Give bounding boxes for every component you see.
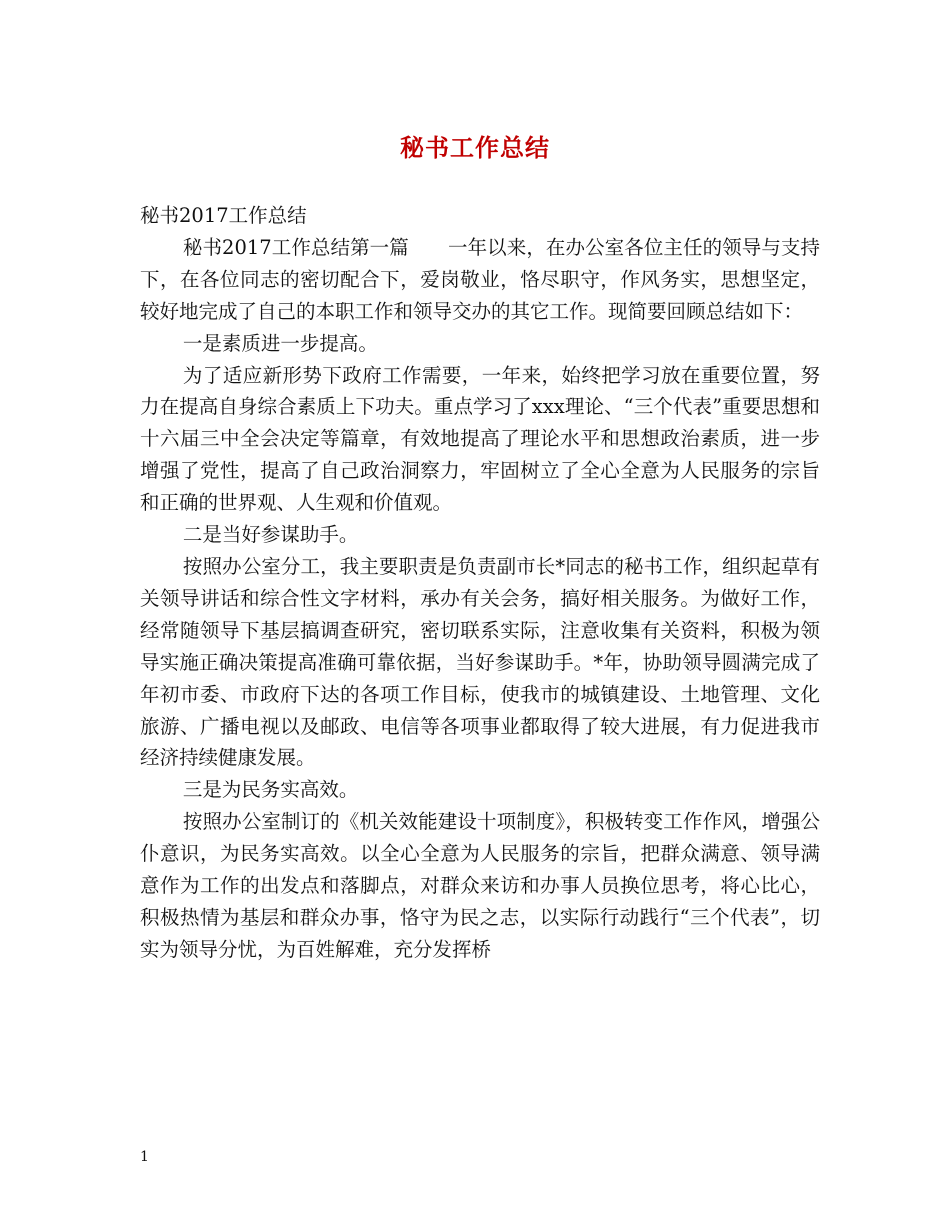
paragraph-quality: 为了适应新形势下政府工作需要，一年来，始终把学习放在重要位置，努力在提高自身综合素质上下功夫。重点学习了xxx理论、“三个代表”重要思想和十六届三中全会决定等篇章，有效地提高了理论水平和思想政治素质，进一步增强了党性，提高了自己政治洞察力，牢固树立了全心全意为人民服务的宗旨和正确的世界观、人生观和价值观。 <box>140 363 820 515</box>
document-title: 秘书工作总结 <box>400 133 550 162</box>
paragraph-intro: 秘书2017工作总结第一篇 一年以来，在办公室各位主任的领导与支持下，在各位同志的密切配合下，爱岗敬业，恪尽职守，作风务实，思想坚定，较好地完成了自己的本职工作和领导交办的其它工作。现简要回顾总结如下： <box>140 235 820 323</box>
section-heading-quality: 一是素质进一步提高。 <box>182 331 378 355</box>
paragraph-efficiency: 按照办公室制订的《机关效能建设十项制度》，积极转变工作作风，增强公仆意识，为民务实高效。以全心全意为人民服务的宗旨，把群众满意、领导满意作为工作的出发点和落脚点，对群众来访和办事人员换位思考，将心比心，积极热情为基层和群众办事，恪守为民之志，以实际行动践行“三个代表”，切实为领导分忧，为百姓解难，充分发挥桥 <box>140 810 820 961</box>
document-subtitle: 秘书2017工作总结 <box>140 204 307 227</box>
page-number: 1 <box>140 1149 149 1165</box>
section-heading-efficiency: 三是为民务实高效。 <box>182 778 359 802</box>
section-heading-assistant: 二是当好参谋助手。 <box>182 523 359 547</box>
document-body <box>140 200 820 966</box>
paragraph-assistant: 按照办公室分工，我主要职责是负责副市长*同志的秘书工作，组织起草有关领导讲话和综合性文字材料，承办有关会务，搞好相关服务。为做好工作，经常随领导下基层搞调查研究，密切联系实际，注意收集有关资料，积极为领导实施正确决策提高准确可靠依据，当好参谋助手。*年，协助领导圆满完成了年初市委、市政府下达的各项工作目标，使我市的城镇建设、土地管理、文化旅游、广播电视以及邮政、电信等各项事业都取得了较大进展，有力促进我市经济持续健康发展。 <box>140 554 820 770</box>
